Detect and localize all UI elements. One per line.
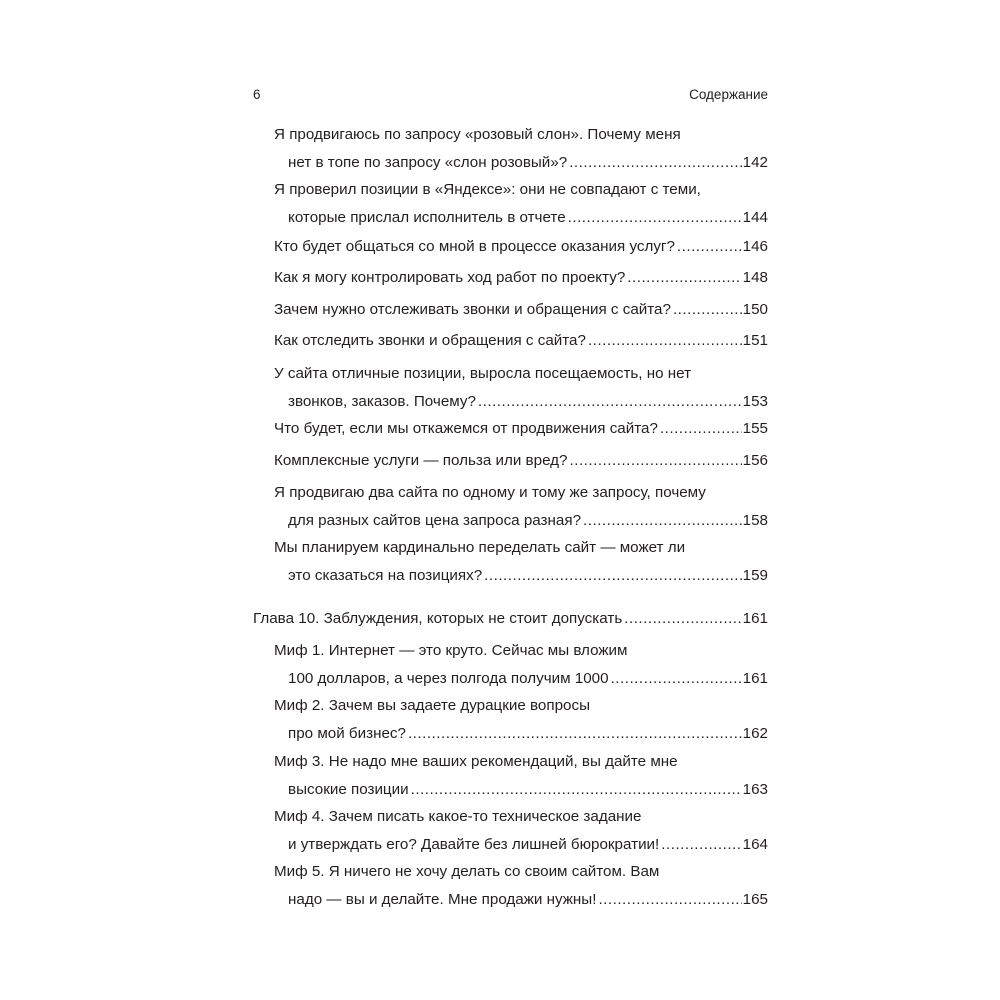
page-number: 6 <box>253 87 261 102</box>
toc-entry-last-line <box>274 388 768 416</box>
toc-entry-line: Миф 5. Я ничего не хочу делать со своим сайтом. Вам <box>274 863 660 880</box>
toc-page-number: 150 <box>742 301 768 318</box>
toc-page-number: 142 <box>742 154 768 171</box>
toc-page-number: 165 <box>742 891 768 908</box>
toc-entry-line: Я продвигаюсь по запросу «розовый слон». Почему меня <box>274 126 681 143</box>
toc-entry[interactable] <box>274 748 768 804</box>
toc-entry-line: Я продвигаю два сайта по одному и тому же запросу, почему <box>274 484 706 501</box>
toc-entry-line: это сказаться на позициях? <box>288 567 483 584</box>
toc-entry-line: 100 долларов, а через полгода получим 1000 <box>288 670 609 687</box>
dot-leader <box>570 447 742 475</box>
dot-leader <box>661 831 741 859</box>
toc-entry[interactable] <box>274 858 768 914</box>
toc-page-number: 153 <box>742 393 768 410</box>
toc-entry-last-line <box>274 327 768 355</box>
toc-entry-line: Миф 4. Зачем писать какое-то техническое задание <box>274 808 642 825</box>
toc-entry[interactable] <box>274 534 768 590</box>
toc-page-number: 163 <box>742 781 768 798</box>
toc-page-number: 146 <box>742 238 768 255</box>
toc-page-number: 148 <box>742 269 768 286</box>
page-header <box>253 87 768 107</box>
dot-leader <box>598 886 741 914</box>
chapter-label: Глава 10. <box>253 610 320 627</box>
toc-entry-last-line <box>274 204 768 232</box>
toc-entry-line: Миф 2. Зачем вы задаете дурацкие вопросы <box>274 697 590 714</box>
toc-page-number: 158 <box>742 512 768 529</box>
toc-entry[interactable] <box>274 360 768 416</box>
toc-entry-last-line <box>274 296 768 324</box>
toc-page-number: 161 <box>742 610 768 627</box>
toc-entry-last-line <box>274 447 768 475</box>
toc-page-number: 162 <box>742 725 768 742</box>
toc-entry-line: Что будет, если мы откажемся от продвижения сайта? <box>274 420 658 437</box>
toc-entry-last-line <box>274 562 768 590</box>
toc-entry-line: надо — вы и делайте. Мне продажи нужны! <box>288 891 597 908</box>
toc-entry-last-line <box>274 507 768 535</box>
toc-entry-last-line <box>274 665 768 693</box>
toc-entry-line: Комплексные услуги — польза или вред? <box>274 452 568 469</box>
running-title: Содержание <box>689 87 768 102</box>
toc-entry[interactable] <box>274 176 768 232</box>
dot-leader <box>677 233 742 261</box>
dot-leader <box>624 605 741 633</box>
toc-entry[interactable] <box>274 327 768 355</box>
toc-entry-line: У сайта отличные позиции, выросла посещаемость, но нет <box>274 365 692 382</box>
toc-page-number: 155 <box>742 420 768 437</box>
toc-entry-line: звонков, заказов. Почему? <box>288 393 476 410</box>
toc-chapter-line <box>253 605 768 633</box>
toc-entry[interactable] <box>274 447 768 475</box>
toc-entry-last-line <box>274 831 768 859</box>
toc-entry-line: Я проверил позиции в «Яндексе»: они не совпадают с теми, <box>274 181 701 198</box>
toc-entry-last-line <box>274 886 768 914</box>
chapter-title: Заблуждения, которых не стоит допускать <box>323 610 623 627</box>
toc-entry[interactable] <box>274 296 768 324</box>
toc-page-number: 144 <box>742 209 768 226</box>
toc-entry-last-line <box>274 776 768 804</box>
toc-entry-line: Кто будет общаться со мной в процессе оказания услуг? <box>274 238 675 255</box>
dot-leader <box>660 415 742 443</box>
dot-leader <box>627 264 741 292</box>
toc-entry-last-line <box>274 415 768 443</box>
dot-leader <box>568 204 742 232</box>
toc-entry-line: Мы планируем кардинально переделать сайт — может ли <box>274 539 686 556</box>
toc-entry[interactable] <box>274 264 768 292</box>
toc-entry[interactable] <box>274 233 768 261</box>
toc-entry-line: высокие позиции <box>288 781 409 798</box>
toc-entry-last-line <box>274 233 768 261</box>
toc-entry[interactable] <box>274 415 768 443</box>
toc-entry-line: Как отследить звонки и обращения с сайта? <box>274 332 586 349</box>
toc-chapter-entry[interactable] <box>253 605 768 633</box>
toc-entry[interactable] <box>274 479 768 535</box>
dot-leader <box>478 388 742 416</box>
toc-page-number: 161 <box>742 670 768 687</box>
toc-entry-line: которые прислал исполнитель в отчете <box>288 209 566 226</box>
toc-entry-line: для разных сайтов цена запроса разная? <box>288 512 582 529</box>
dot-leader <box>588 327 742 355</box>
toc-page-number: 156 <box>742 452 768 469</box>
toc-entry-last-line <box>274 149 768 177</box>
toc-entry[interactable] <box>274 692 768 748</box>
dot-leader <box>673 296 742 324</box>
toc-entry-line: и утверждать его? Давайте без лишней бюрократии! <box>288 836 660 853</box>
toc-entry-line: нет в топе по запросу «слон розовый»? <box>288 154 568 171</box>
toc-entry-line: Зачем нужно отслеживать звонки и обращения с сайта? <box>274 301 671 318</box>
toc-page-number: 151 <box>742 332 768 349</box>
dot-leader <box>411 776 742 804</box>
toc-entry-line: про мой бизнес? <box>288 725 406 742</box>
dot-leader <box>583 507 742 535</box>
toc-entry-line: Миф 3. Не надо мне ваших рекомендаций, вы дайте мне <box>274 753 678 770</box>
toc-entry-last-line <box>274 720 768 748</box>
toc-entry-last-line <box>274 264 768 292</box>
toc-page-number: 159 <box>742 567 768 584</box>
toc-entry-line: Как я могу контролировать ход работ по проекту? <box>274 269 626 286</box>
dot-leader <box>569 149 741 177</box>
toc-entry[interactable] <box>274 121 768 177</box>
dot-leader <box>611 665 742 693</box>
toc-entry[interactable] <box>274 637 768 693</box>
toc-page-number: 164 <box>742 836 768 853</box>
toc-entry[interactable] <box>274 803 768 859</box>
dot-leader <box>408 720 742 748</box>
dot-leader <box>484 562 742 590</box>
toc-entry-line: Миф 1. Интернет — это круто. Сейчас мы вложим <box>274 642 628 659</box>
